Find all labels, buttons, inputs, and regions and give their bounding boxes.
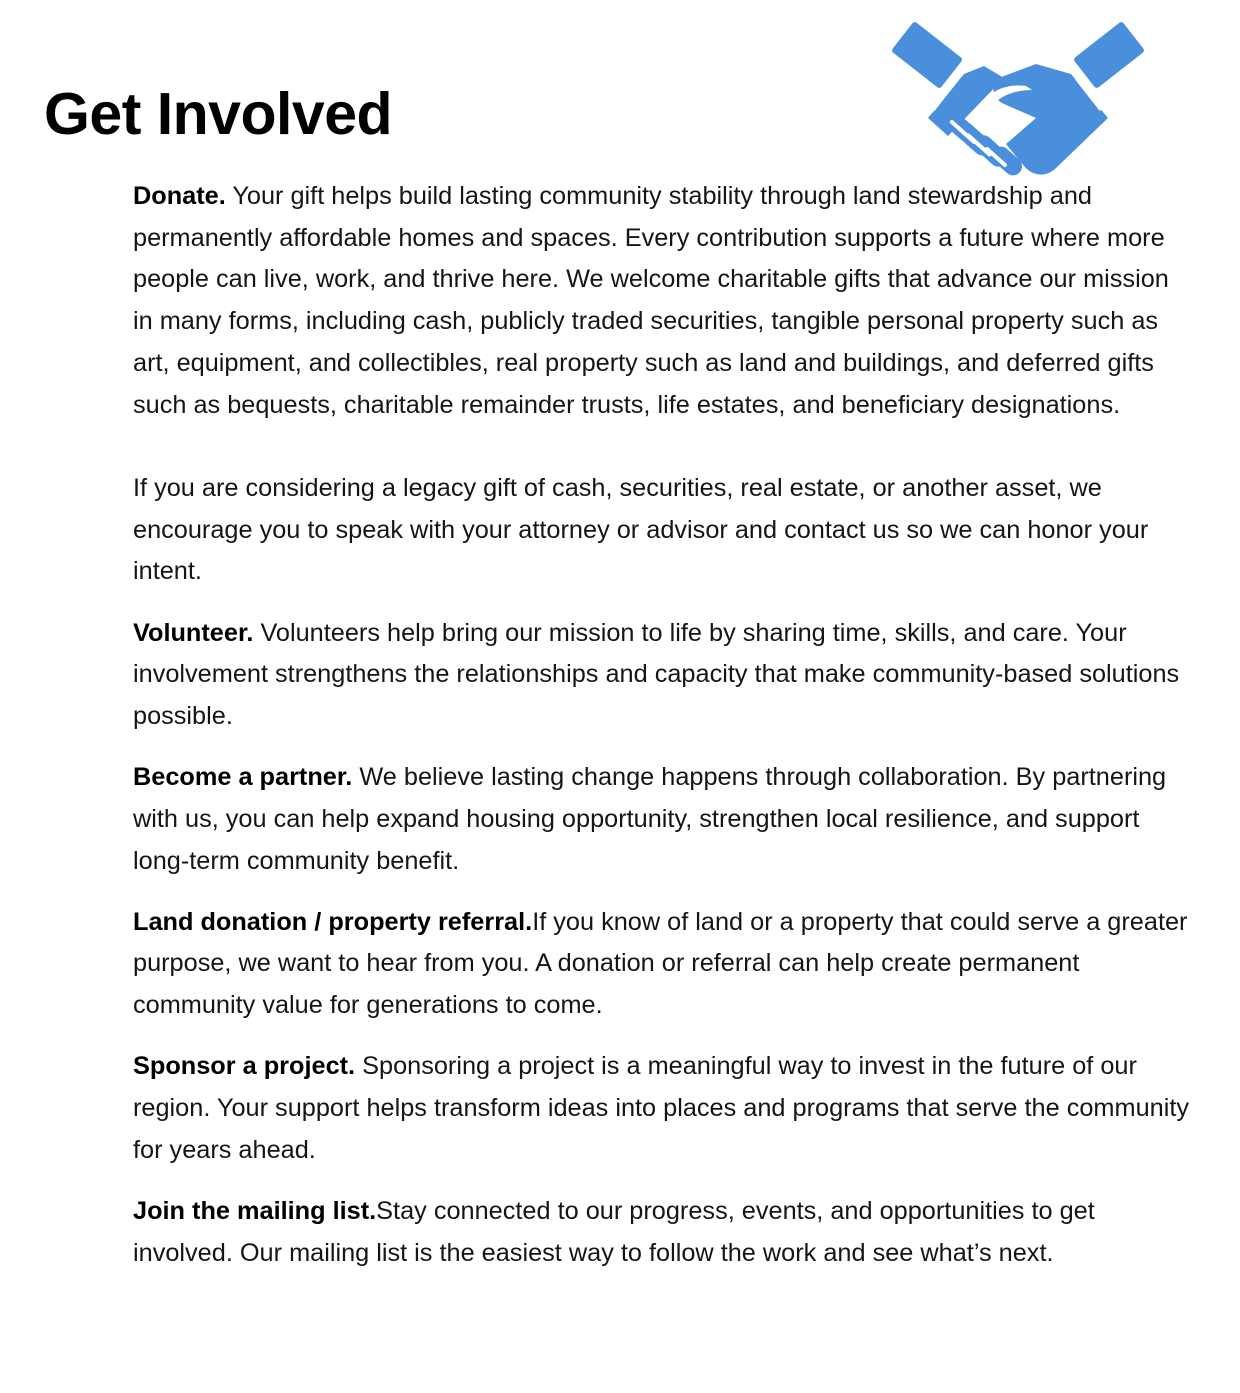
mailing-list-text: Stay connected to our progress, events, and opportunities to get involved. Our mailing list is the easiest way to follow the work and see what’s next. bbox=[133, 1196, 1095, 1267]
volunteer-heading: Volunteer. bbox=[133, 618, 254, 647]
volunteer-paragraph bbox=[133, 613, 1195, 738]
handshake-icon bbox=[886, 18, 1148, 178]
mailing-list-heading: Join the mailing list. bbox=[133, 1196, 377, 1225]
donate-heading: Donate. bbox=[133, 182, 226, 210]
page-title: Get Involved bbox=[44, 81, 393, 147]
land-donation-heading: Land donation / property referral. bbox=[133, 907, 533, 936]
sponsor-paragraph bbox=[133, 1046, 1195, 1171]
partner-paragraph bbox=[133, 757, 1195, 882]
donate-paragraph bbox=[133, 176, 1195, 426]
legacy-gift-paragraph bbox=[133, 468, 1195, 593]
mailing-list-paragraph bbox=[133, 1191, 1195, 1274]
legacy-gift-text: If you are considering a legacy gift of cash, securities, real estate, or another asset, we encourage you to speak with your attorney or advisor and contact us so we can honor your intent. bbox=[133, 473, 1149, 586]
partner-text: We believe lasting change happens through collaboration. By partnering with us, you can help expand housing opportunity, strengthen local resilience, and support long-term community benefit. bbox=[133, 763, 1167, 875]
volunteer-text: Volunteers help bring our mission to life by sharing time, skills, and care. Your involvement strengthens the relationships and capacity that make community-based solutions possible. bbox=[133, 618, 1180, 730]
sponsor-heading: Sponsor a project. bbox=[133, 1052, 356, 1081]
donate-text: Your gift helps build lasting community stability through land stewardship and permanently affordable homes and spaces. Every contribution supports a future where more people can live, work, and thrive here. We welcome charitable gifts that advance our mission in many forms, including cash, publicly traded securities, tangible personal property such as art, equipment, and collectibles, real property such as land and buildings, and deferred gifts such as bequests, charitable remainder trusts, life estates, and beneficiary designations. bbox=[133, 182, 1169, 419]
sponsor-text: Sponsoring a project is a meaningful way to invest in the future of our region. Your support helps transform ideas into places and programs that serve the community for years ahead. bbox=[133, 1052, 1190, 1164]
content-column bbox=[133, 176, 1195, 1294]
land-donation-paragraph bbox=[133, 902, 1195, 1027]
partner-heading: Become a partner. bbox=[133, 763, 353, 792]
land-donation-text: If you know of land or a property that could serve a greater purpose, we want to hear from you. A donation or referral can help create permanent community value for generations to come. bbox=[133, 907, 1188, 1020]
